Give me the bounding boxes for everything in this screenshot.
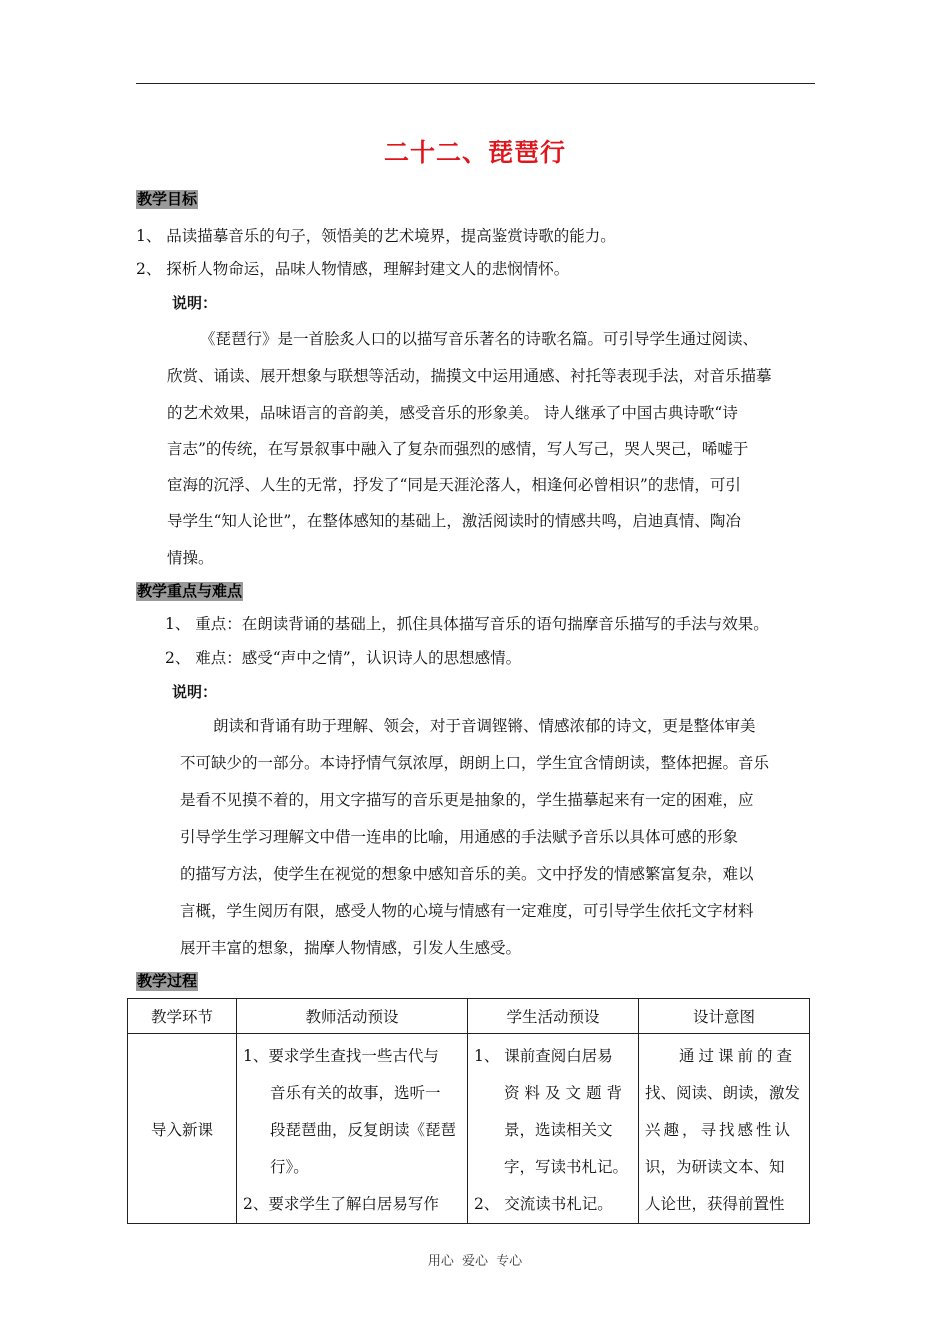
- table-header-row: [128, 999, 810, 1034]
- stage-label: 导入新课: [150, 1120, 213, 1139]
- objectives-note-label: 说明：: [172, 294, 218, 312]
- table-row: [128, 1034, 810, 1224]
- key-points-note-line: 言概，学生阅历有限，感受人物的心境与情感有一定难度，可引导学生依托文字材料: [180, 902, 754, 920]
- key-point-item: 1、 重点：在朗读背诵的基础上，抓住具体描写音乐的语句揣摩音乐描写的手法与效果。: [165, 615, 769, 633]
- page-title: 二十二、琵琶行: [383, 138, 566, 167]
- design-intent-line: 找、阅读、朗读，激发: [645, 1084, 801, 1102]
- column-header: 设计意图: [639, 999, 810, 1034]
- header-rule: [136, 83, 815, 84]
- page-footer: 用心 爱心 专心: [427, 1254, 523, 1269]
- design-intent-line: 识，为研读文本、知: [645, 1158, 785, 1176]
- stage-cell: [128, 1034, 237, 1224]
- teacher-activity-line: 1、要求学生查找一些古代与: [243, 1047, 439, 1065]
- teacher-activity-line: 段琵琶曲，反复朗读《琵琶: [270, 1121, 457, 1139]
- design-intent-line: 人论世，获得前置性: [645, 1195, 785, 1213]
- key-points-note-line: 引导学生学习理解文中借一连串的比喻，用通感的手法赋予音乐以具体可感的形象: [180, 828, 739, 846]
- objectives-note-line: 欣赏、诵读、展开想象与联想等活动，揣摸文中运用通感、衬托等表现手法，对音乐描摹: [167, 367, 772, 385]
- student-activity-line: 1、 课前查阅白居易: [474, 1047, 613, 1065]
- objective-item: 1、 品读描摹音乐的句子，领悟美的艺术境界，提高鉴赏诗歌的能力。: [136, 227, 616, 245]
- key-points-note-label: 说明：: [172, 683, 218, 701]
- objectives-heading: 教学目标: [137, 190, 198, 208]
- design-intent-line: 兴趣，寻找感性认: [645, 1121, 794, 1139]
- objectives-note-line: 情操。: [167, 549, 214, 567]
- objectives-note-line: 宦海的沉浮、人生的无常，抒发了“同是天涯沦落人，相逢何必曾相识”的悲情，可引: [167, 476, 741, 494]
- key-point-item: 2、 难点：感受“声中之情”，认识诗人的思想感情。: [165, 649, 522, 667]
- objectives-note-line: 言志”的传统，在写景叙事中融入了复杂而强烈的感情，写人写己，哭人哭己，唏嘘于: [167, 440, 749, 458]
- teacher-activity-line: 音乐有关的故事，选听一: [270, 1084, 441, 1102]
- objective-item: 2、 探析人物命运，品味人物情感，理解封建文人的悲悯情怀。: [136, 260, 570, 278]
- student-activity-line: 景，选读相关文: [504, 1121, 613, 1139]
- student-activity-line: 2、 交流读书札记。: [474, 1195, 613, 1213]
- objectives-note-line: 《琵琶行》是一首脍炙人口的以描写音乐著名的诗歌名篇。可引导学生通过阅读、: [200, 330, 759, 348]
- key-points-note-line: 朗读和背诵有助于理解、领会，对于音调铿锵、情感浓郁的诗文，更是整体审美: [213, 717, 756, 735]
- teacher-activity-line: 2、要求学生了解白居易写作: [243, 1195, 439, 1213]
- process-heading: 教学过程: [137, 972, 198, 990]
- key-points-heading: 教学重点与难点: [137, 582, 243, 600]
- student-activity-line: 字，写读书札记。: [504, 1158, 629, 1176]
- teacher-activity-line: 行》。: [270, 1158, 309, 1176]
- process-table: [127, 998, 810, 1224]
- column-header: 教师活动预设: [237, 999, 468, 1034]
- column-header: 学生活动预设: [468, 999, 639, 1034]
- design-intent-line: 通过课前的查: [679, 1047, 797, 1065]
- student-activity-cell: [468, 1034, 639, 1224]
- teacher-activity-cell: [237, 1034, 468, 1224]
- key-points-note-line: 展开丰富的想象，揣摩人物情感，引发人生感受。: [180, 939, 522, 957]
- design-intent-cell: [639, 1034, 810, 1224]
- column-header: 教学环节: [128, 999, 237, 1034]
- key-points-note-line: 不可缺少的一部分。本诗抒情气氛浓厚，朗朗上口，学生宜含情朗读，整体把握。音乐: [180, 754, 770, 772]
- objectives-note-line: 导学生“知人论世”，在整体感知的基础上，激活阅读时的情感共鸣，启迪真情、陶冶: [167, 512, 741, 530]
- objectives-note-line: 的艺术效果，品味语言的音韵美，感受音乐的形象美。 诗人继承了中国古典诗歌“诗: [167, 404, 738, 422]
- key-points-note-line: 的描写方法，使学生在视觉的想象中感知音乐的美。文中抒发的情感繁富复杂，难以: [180, 865, 754, 883]
- key-points-note-line: 是看不见摸不着的，用文字描写的音乐更是抽象的，学生描摹起来有一定的困难，应: [180, 791, 754, 809]
- student-activity-line: 资料及文题背: [504, 1084, 628, 1102]
